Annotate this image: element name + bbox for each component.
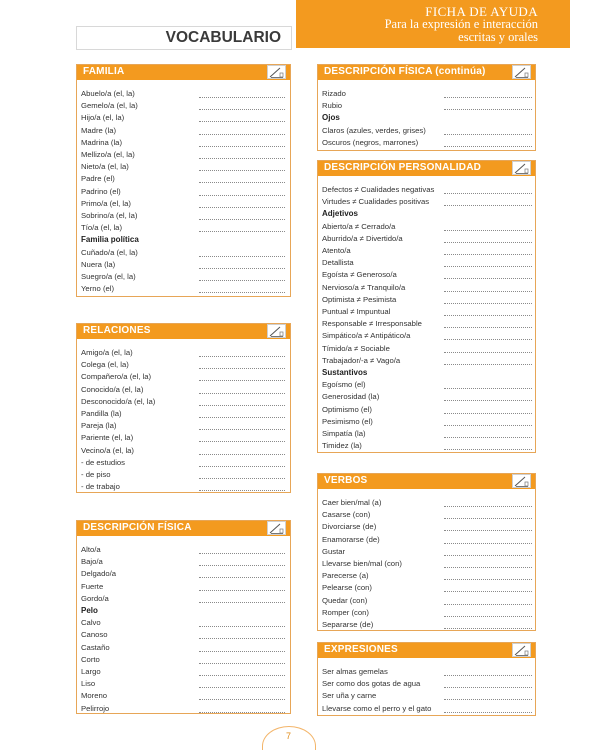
vocab-term: Tío/a (el, la) [81, 223, 123, 233]
vocab-row [322, 595, 531, 607]
vocab-row [81, 629, 286, 641]
vocab-row [81, 125, 286, 137]
answer-line [199, 478, 285, 479]
answer-line [199, 170, 285, 171]
vocab-term: Timidez (la) [322, 441, 362, 451]
section-header [318, 474, 535, 489]
vocab-term: Oscuros (negros, marrones) [322, 137, 419, 147]
answer-line [199, 121, 285, 122]
answer-line [199, 231, 285, 232]
vocab-term: Ser almas gemelas [322, 667, 388, 676]
answer-line [444, 555, 532, 556]
answer-line [444, 291, 532, 292]
vocab-term: Padrino (el) [81, 186, 121, 196]
answer-line [199, 687, 285, 688]
vocab-row [81, 556, 286, 568]
vocab-row [81, 396, 286, 408]
vocab-term: Cuñado/a (el, la) [81, 247, 138, 257]
vocab-term: Rubio [322, 101, 343, 111]
vocab-row [81, 666, 286, 678]
answer-line [444, 616, 532, 617]
answer-line [199, 454, 285, 455]
vocab-term: Separarse (de) [322, 620, 374, 629]
vocab-row [81, 283, 286, 295]
section-header [318, 643, 535, 658]
vocab-term: Amigo/a (el, la) [81, 348, 133, 357]
section-title: DESCRIPCIÓN FÍSICA (continúa) [324, 66, 486, 77]
vocab-row [322, 509, 531, 521]
vocab-term: Vecino/a (el, la) [81, 445, 134, 455]
answer-line [444, 530, 532, 531]
vocab-term: Atento/a [322, 246, 351, 255]
vocab-term: Nuera (la) [81, 259, 116, 269]
answer-line [444, 591, 532, 592]
vocab-row [322, 404, 531, 416]
vocab-row [322, 294, 531, 306]
section-familia [76, 64, 291, 297]
vocab-term: Trabajador/-a ≠ Vago/a [322, 355, 401, 365]
answer-line [199, 146, 285, 147]
pencil-note-icon [512, 65, 531, 79]
vocab-row [322, 269, 531, 281]
vocab-term: Gustar [322, 546, 346, 556]
vocab-row [81, 186, 286, 198]
vocab-term: Ser como dos gotas de agua [322, 679, 421, 689]
answer-line [199, 626, 285, 627]
vocab-term: Nervioso/a ≠ Tranquilo/a [322, 282, 406, 292]
vocab-row [322, 391, 531, 403]
answer-line [199, 675, 285, 676]
vocab-term: Simpático/a ≠ Antipático/a [322, 331, 411, 341]
section-relaciones [76, 323, 291, 493]
pencil-note-icon [267, 65, 286, 79]
vocab-term: Bajo/a [81, 557, 103, 567]
subheading-row [81, 605, 286, 617]
vocab-term: Romper (con) [322, 607, 369, 617]
vocab-row [322, 428, 531, 440]
answer-line [199, 256, 285, 257]
vocab-term: Calvo [81, 618, 101, 628]
answer-line [444, 146, 532, 147]
vocab-term: Puntual ≠ Impuntual [322, 307, 391, 316]
vocab-term: - de piso [81, 470, 111, 479]
vocab-row [81, 259, 286, 271]
vocab-row [81, 88, 286, 100]
answer-line [444, 604, 532, 605]
vocab-term: Madrina (la) [81, 137, 123, 147]
vocab-term: Tímido/a ≠ Sociable [322, 343, 390, 353]
subheading-label: Sustantivos [322, 368, 368, 377]
page-title: VOCABULARIO [165, 29, 281, 46]
answer-line [444, 425, 532, 426]
subheading-label: Familia política [81, 235, 139, 245]
vocab-term: Parecerse (a) [322, 571, 369, 581]
vocab-row [322, 558, 531, 570]
vocab-term: Mellizo/a (el, la) [81, 150, 135, 159]
vocab-term: Canoso [81, 630, 108, 640]
vocab-row [322, 703, 531, 715]
vocab-row [322, 619, 531, 631]
vocab-row [81, 445, 286, 457]
vocab-row [81, 420, 286, 432]
pencil-note-icon [267, 324, 286, 338]
section-header [77, 65, 290, 80]
vocab-term: Largo [81, 667, 101, 676]
vocab-term: Abuelo/a (el, la) [81, 89, 135, 98]
vocab-term: Hijo/a (el, la) [81, 113, 125, 123]
vocab-term: Pelearse (con) [322, 583, 372, 593]
vocab-row [81, 222, 286, 234]
answer-line [444, 242, 532, 243]
answer-line [444, 327, 532, 328]
vocab-row [322, 88, 531, 100]
answer-line [444, 230, 532, 231]
answer-line [444, 303, 532, 304]
answer-line [199, 466, 285, 467]
vocab-term: Pelirrojo [81, 703, 110, 713]
vocab-term: Liso [81, 679, 96, 689]
section-title: RELACIONES [83, 325, 151, 336]
answer-line [199, 393, 285, 394]
answer-line [444, 315, 532, 316]
answer-line [444, 339, 532, 340]
pencil-note-icon [512, 161, 531, 175]
answer-line [199, 292, 285, 293]
answer-line [444, 675, 532, 676]
vocab-row [81, 654, 286, 666]
vocab-row [81, 678, 286, 690]
vocab-row [81, 271, 286, 283]
answer-line [199, 577, 285, 578]
vocab-term: Enamorarse (de) [322, 534, 380, 544]
vocab-term: Primo/a (el, la) [81, 198, 131, 208]
vocab-term: Egoísmo (el) [322, 380, 366, 390]
answer-line [444, 628, 532, 629]
answer-line [199, 158, 285, 159]
vocab-row [322, 582, 531, 594]
vocab-row [322, 416, 531, 428]
vocab-term: Simpatía (la) [322, 429, 366, 438]
vocab-term: Llevarse como el perro y el gato [322, 703, 432, 713]
answer-line [199, 638, 285, 639]
answer-line [199, 280, 285, 281]
answer-line [444, 266, 532, 267]
vocab-row [81, 593, 286, 605]
answer-line [199, 651, 285, 652]
vocab-row [81, 149, 286, 161]
vocab-term: Delgado/a [81, 569, 117, 579]
title-box [76, 26, 292, 50]
vocab-term: Generosidad (la) [322, 392, 380, 402]
answer-line [199, 207, 285, 208]
answer-line [199, 405, 285, 406]
vocab-row [322, 233, 531, 245]
subheading-label: Pelo [81, 606, 98, 615]
answer-line [199, 368, 285, 369]
answer-line [199, 565, 285, 566]
vocab-term: Defectos ≠ Cualidades negativas [322, 185, 435, 194]
answer-line [444, 506, 532, 507]
vocab-row [322, 125, 531, 137]
section-expresiones [317, 642, 536, 716]
answer-line [199, 134, 285, 135]
vocab-term: Castaño [81, 642, 110, 652]
vocab-row [81, 544, 286, 556]
answer-line [444, 352, 532, 353]
answer-line [444, 109, 532, 110]
banner-subtitle-line-2: escritas y orales [458, 30, 538, 44]
answer-line [199, 182, 285, 183]
answer-line [199, 97, 285, 98]
section-header [318, 161, 535, 176]
vocab-term: Moreno [81, 691, 108, 701]
section-header [77, 521, 290, 536]
vocab-term: Sobrino/a (el, la) [81, 211, 138, 220]
answer-line [199, 356, 285, 357]
vocab-term: Ser uña y carne [322, 691, 377, 701]
vocab-row [322, 257, 531, 269]
answer-line [444, 543, 532, 544]
vocab-term: Madre (la) [81, 125, 117, 135]
vocab-row [81, 161, 286, 173]
vocab-term: Pandilla (la) [81, 409, 122, 418]
answer-line [444, 134, 532, 135]
vocab-row [81, 100, 286, 112]
vocab-term: Responsable ≠ Irresponsable [322, 319, 422, 329]
vocab-row [81, 210, 286, 222]
answer-line [444, 400, 532, 401]
banner-subtitle-line-1: Para la expresión e interacción [384, 17, 538, 31]
vocab-row [81, 481, 286, 493]
answer-line [444, 388, 532, 389]
vocab-term: Virtudes ≠ Cualidades positivas [322, 197, 430, 207]
answer-line [199, 712, 285, 713]
answer-line [199, 699, 285, 700]
section-header [318, 65, 535, 80]
section-title: EXPRESIONES [324, 644, 398, 655]
vocab-term: Suegro/a (el, la) [81, 272, 136, 281]
banner-title: FICHA DE AYUDA [425, 4, 538, 19]
vocab-row [81, 457, 286, 469]
vocab-row [322, 221, 531, 233]
vocab-term: Desconocido/a (el, la) [81, 396, 156, 406]
answer-line [444, 712, 532, 713]
vocab-term: Detallista [322, 258, 354, 268]
answer-line [444, 193, 532, 194]
answer-line [444, 254, 532, 255]
vocab-row [81, 690, 286, 702]
vocab-term: Pesimismo (el) [322, 416, 373, 426]
vocab-term: Colega (el, la) [81, 360, 129, 370]
vocab-row [81, 173, 286, 185]
vocab-row [322, 330, 531, 342]
vocab-term: Fuerte [81, 581, 104, 591]
vocab-term: Yerno (el) [81, 284, 115, 294]
vocab-term: Optimista ≠ Pesimista [322, 294, 397, 304]
subheading-label: Adjetivos [322, 209, 359, 219]
vocab-term: Llevarse bien/mal (con) [322, 559, 402, 568]
vocab-term: - de estudios [81, 457, 126, 467]
answer-line [199, 590, 285, 591]
vocab-term: Aburrido/a ≠ Divertido/a [322, 233, 403, 243]
answer-line [444, 437, 532, 438]
answer-line [199, 380, 285, 381]
answer-line [199, 268, 285, 269]
section-header [77, 324, 290, 339]
vocab-row [81, 137, 286, 149]
answer-line [199, 195, 285, 196]
answer-line [199, 553, 285, 554]
vocab-row [81, 371, 286, 383]
vocab-row [322, 379, 531, 391]
vocab-row [322, 678, 531, 690]
section-title: VERBOS [324, 475, 368, 486]
vocab-row [322, 196, 531, 208]
answer-line [444, 699, 532, 700]
vocab-row [81, 581, 286, 593]
answer-line [444, 205, 532, 206]
section-verbos [317, 473, 536, 631]
vocab-row [322, 100, 531, 112]
answer-line [444, 278, 532, 279]
vocab-row [322, 343, 531, 355]
vocab-row [81, 247, 286, 259]
answer-line [444, 449, 532, 450]
section-title: DESCRIPCIÓN FÍSICA [83, 522, 192, 533]
answer-line [444, 567, 532, 568]
vocab-row [322, 137, 531, 149]
answer-line [444, 413, 532, 414]
vocab-row [322, 607, 531, 619]
subheading-row [322, 367, 531, 379]
vocab-term: Casarse (con) [322, 510, 371, 520]
answer-line [444, 687, 532, 688]
vocab-term: Claros (azules, verdes, grises) [322, 125, 426, 135]
answer-line [199, 109, 285, 110]
vocab-row [322, 521, 531, 533]
answer-line [444, 518, 532, 519]
vocab-term: Conocido/a (el, la) [81, 384, 144, 394]
section-descripcion-personalidad [317, 160, 536, 453]
header-banner [296, 0, 570, 48]
vocab-row [322, 534, 531, 546]
vocab-term: Divorciarse (de) [322, 522, 377, 532]
subheading-row [81, 234, 286, 246]
section-descripcion-fisica [76, 520, 291, 714]
pencil-note-icon [512, 474, 531, 488]
vocab-term: Gordo/a [81, 593, 109, 603]
vocab-term: Pariente (el, la) [81, 433, 134, 443]
answer-line [199, 429, 285, 430]
vocab-term: Caer bien/mal (a) [322, 498, 382, 507]
answer-line [444, 97, 532, 98]
vocab-row [81, 408, 286, 420]
vocab-row [322, 245, 531, 257]
vocab-row [81, 112, 286, 124]
vocab-term: - de trabajo [81, 482, 120, 492]
page-number: 7 [286, 731, 292, 741]
vocab-row [81, 642, 286, 654]
vocab-row [322, 570, 531, 582]
vocab-term: Pareja (la) [81, 421, 117, 431]
vocab-term: Alto/a [81, 545, 101, 554]
vocab-row [81, 198, 286, 210]
vocab-row [322, 690, 531, 702]
vocab-row [322, 306, 531, 318]
subheading-row [322, 208, 531, 220]
vocab-row [322, 497, 531, 509]
vocab-row [81, 617, 286, 629]
vocab-row [322, 440, 531, 452]
vocab-row [81, 432, 286, 444]
vocab-row [81, 568, 286, 580]
vocab-row [81, 347, 286, 359]
vocab-term: Padre (el) [81, 174, 115, 184]
answer-line [199, 602, 285, 603]
answer-line [199, 417, 285, 418]
answer-line [199, 663, 285, 664]
vocab-term: Abierto/a ≠ Cerrado/a [322, 221, 396, 231]
section-descripcion-fisica-continua [317, 64, 536, 151]
answer-line [199, 490, 285, 491]
vocab-term: Gemelo/a (el, la) [81, 101, 138, 111]
vocab-row [81, 703, 286, 715]
vocab-row [322, 666, 531, 678]
vocab-term: Compañero/a (el, la) [81, 372, 152, 382]
vocab-term: Optimismo (el) [322, 404, 372, 414]
vocab-row [322, 318, 531, 330]
vocab-row [322, 355, 531, 367]
vocab-term: Rizado [322, 89, 346, 98]
answer-line [444, 579, 532, 580]
pencil-note-icon [267, 521, 286, 535]
vocab-term: Corto [81, 654, 100, 664]
section-title: DESCRIPCIÓN PERSONALIDAD [324, 162, 482, 173]
vocab-row [81, 469, 286, 481]
answer-line [444, 364, 532, 365]
pencil-note-icon [512, 643, 531, 657]
subheading-row [322, 112, 531, 124]
vocab-term: Nieto/a (el, la) [81, 162, 129, 172]
subheading-label: Ojos [322, 113, 340, 123]
answer-line [199, 219, 285, 220]
section-title: FAMILIA [83, 66, 125, 77]
vocab-term: Quedar (con) [322, 595, 368, 605]
vocab-term: Egoísta ≠ Generoso/a [322, 270, 397, 280]
answer-line [199, 441, 285, 442]
vocab-row [322, 282, 531, 294]
vocab-row [322, 184, 531, 196]
vocab-row [81, 359, 286, 371]
vocab-row [81, 384, 286, 396]
vocab-row [322, 546, 531, 558]
